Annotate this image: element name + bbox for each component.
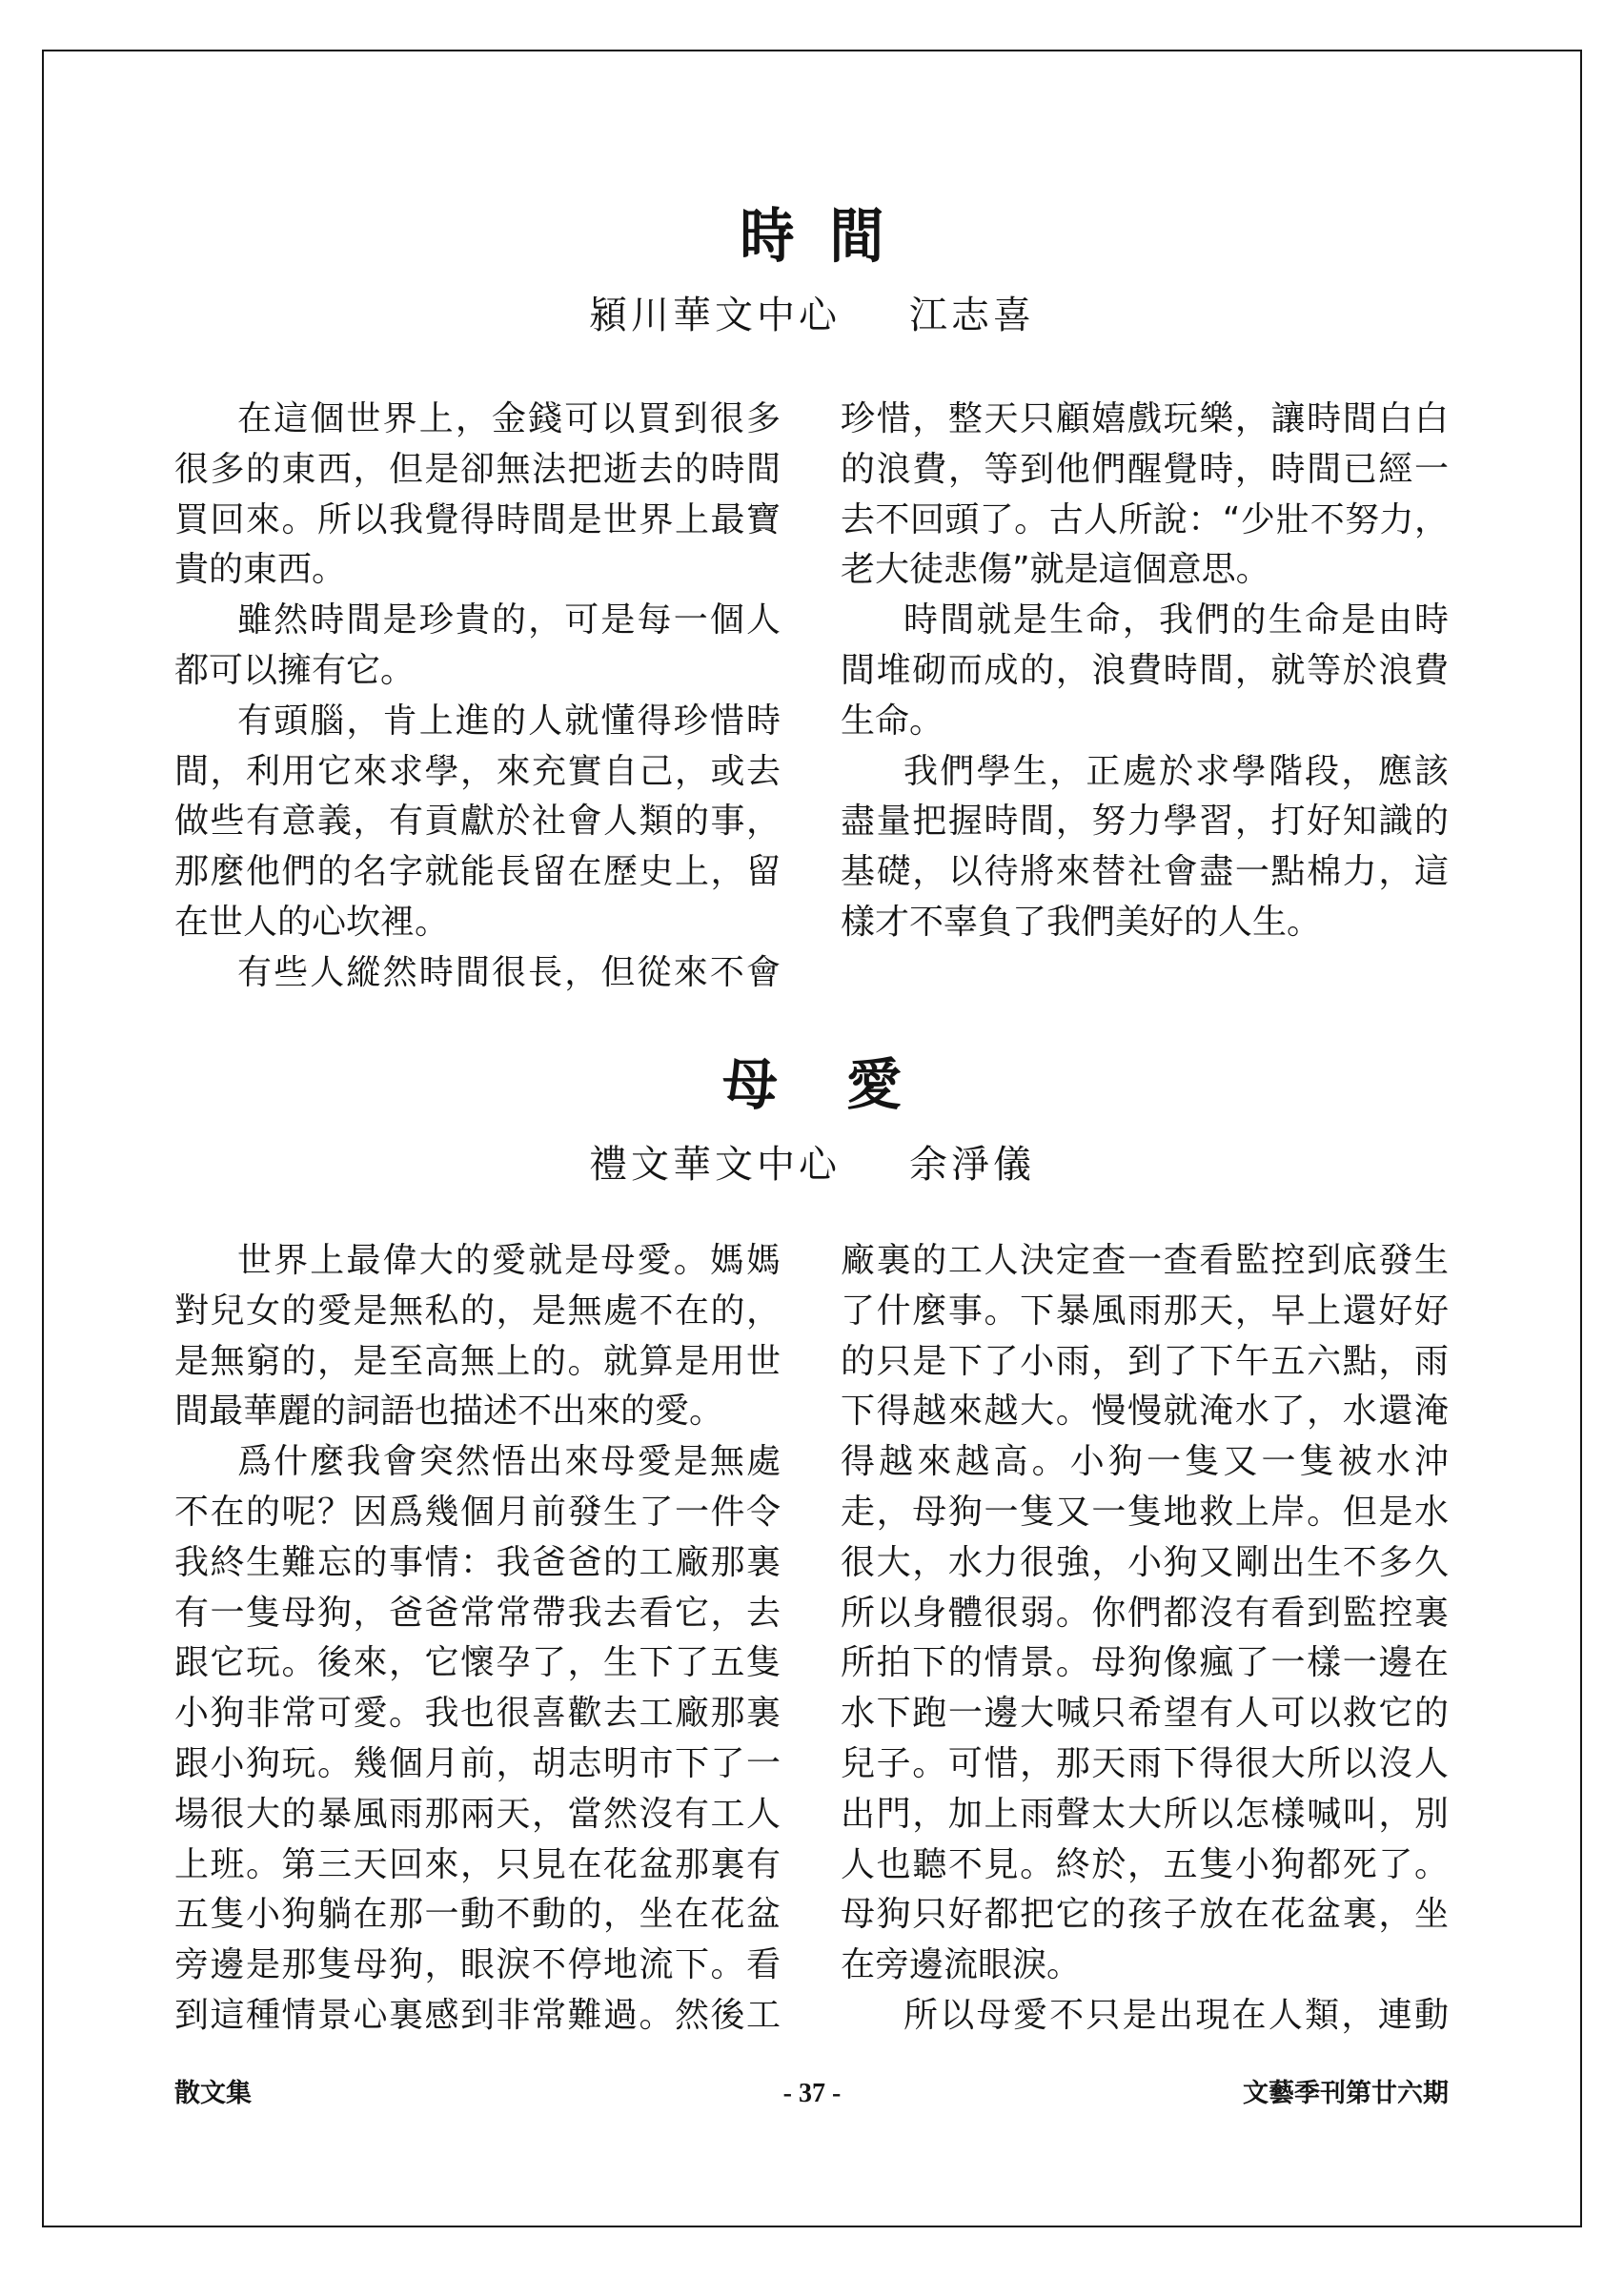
text-line: 對兒女的愛是無私的，是無處不在的，: [174, 1291, 781, 1331]
text-line: 不在的呢？因爲幾個月前發生了一件令: [174, 1492, 781, 1532]
text-line: 在旁邊流眼淚。: [841, 1945, 1082, 1985]
paragraph: [174, 1437, 781, 2042]
article-1-author-name: 江志喜: [909, 294, 1035, 337]
article-1-right-column: [841, 395, 1449, 948]
text-line: 時間就是生命，我們的生命是由時: [903, 600, 1449, 640]
text-line: 水下跑一邊大喊只希望有人可以救它的: [841, 1694, 1449, 1734]
text-line: 場很大的暴風雨那兩天，當然沒有工人: [174, 1794, 781, 1834]
article-2-author-org: 禮文華文中心: [589, 1143, 841, 1187]
paragraph: [841, 1236, 1449, 1991]
text-line: 生命。: [841, 701, 944, 741]
text-line: 很多的東西，但是卻無法把逝去的時間: [174, 449, 781, 489]
text-line: 我終生難忘的事情：我爸爸的工廠那裏: [174, 1542, 781, 1582]
text-line: 爲什麼我會突然悟出來母愛是無處: [237, 1442, 781, 1482]
paragraph: [174, 697, 781, 948]
text-line: 有頭腦，肯上進的人就懂得珍惜時: [237, 701, 781, 741]
article-1-left-column: [174, 395, 781, 999]
text-line: 去不回頭了。古人所說：“少壯不努力，: [841, 499, 1449, 539]
article-1-title: 時間: [740, 201, 920, 271]
article-2-title: 母愛: [721, 1052, 970, 1117]
text-line: 下得越來越大。慢慢就淹水了，水還淹: [841, 1392, 1449, 1432]
text-line: 珍惜，整天只顧嬉戲玩樂，讓時間白白: [841, 399, 1449, 438]
text-line: 出門，加上雨聲太大所以怎樣喊叫，別: [841, 1794, 1449, 1834]
text-line: 都可以擁有它。: [174, 650, 416, 690]
text-line: 走，母狗一隻又一隻地救上岸。但是水: [841, 1492, 1449, 1532]
text-line: 盡量把握時間，努力學習，打好知識的: [841, 802, 1449, 842]
text-line: 的浪費，等到他們醒覺時，時間已經一: [841, 449, 1449, 489]
article-2-byline: [0, 1141, 1624, 1189]
text-line: 小狗非常可愛。我也很喜歡去工廠那裏: [174, 1694, 781, 1734]
text-line: 老大徒悲傷”就是這個意思。: [841, 550, 1270, 590]
page-number: - 37 -: [782, 2079, 842, 2108]
article-2-left-column: [174, 1236, 781, 2042]
text-line: 基礎，以待將來替社會盡一點棉力，這: [841, 852, 1449, 892]
text-line: 有一隻母狗，爸爸常常帶我去看它，去: [174, 1593, 781, 1633]
text-line: 旁邊是那隻母狗，眼淚不停地流下。看: [174, 1945, 781, 1985]
text-line: 廠裏的工人決定查一查看監控到底發生: [841, 1241, 1449, 1280]
text-line: 人也聽不見。終於，五隻小狗都死了。: [841, 1844, 1449, 1884]
text-line: 間堆砌而成的，浪費時間，就等於浪費: [841, 650, 1449, 690]
text-line: 母狗只好都把它的孩子放在花盆裏，坐: [841, 1895, 1449, 1935]
text-line: 樣才不辜負了我們美好的人生。: [841, 902, 1322, 942]
paragraph: [841, 395, 1449, 596]
text-line: 了什麼事。下暴風雨那天，早上還好好: [841, 1291, 1449, 1331]
text-line: 跟小狗玩。幾個月前，胡志明市下了一: [174, 1743, 781, 1783]
text-line: 的只是下了小雨，到了下午五六點，雨: [841, 1341, 1449, 1381]
text-line: 在這個世界上，金錢可以買到很多: [237, 399, 781, 438]
text-line: 跟它玩。後來，它懷孕了，生下了五隻: [174, 1643, 781, 1683]
text-line: 所拍下的情景。母狗像瘋了一樣一邊在: [841, 1643, 1449, 1683]
paragraph: [841, 596, 1449, 746]
text-line: 所以身體很弱。你們都沒有看到監控裏: [841, 1593, 1449, 1633]
text-line: 那麼他們的名字就能長留在歷史上，留: [174, 852, 781, 892]
paragraph: [841, 1991, 1449, 2042]
text-line: 很大，水力很強，小狗又剛出生不多久: [841, 1542, 1449, 1582]
text-line: 我們學生，正處於求學階段，應該: [903, 751, 1449, 791]
paragraph: [841, 747, 1449, 948]
text-line: 雖然時間是珍貴的，可是每一個人: [237, 600, 781, 640]
article-1-byline: [0, 292, 1624, 339]
text-line: 有些人縱然時間很長，但從來不會: [237, 952, 781, 992]
text-line: 上班。第三天回來，只見在花盆那裏有: [174, 1844, 781, 1884]
text-line: 所以母愛不只是出現在人類，連動: [903, 1995, 1449, 2035]
article-1-author-org: 潁川華文中心: [589, 294, 841, 337]
text-line: 間最華麗的詞語也描述不出來的愛。: [174, 1392, 724, 1432]
text-line: 貴的東西。: [174, 550, 347, 590]
text-line: 得越來越高。小狗一隻又一隻被水沖: [841, 1442, 1449, 1482]
text-line: 五隻小狗躺在那一動不動的，坐在花盆: [174, 1895, 781, 1935]
footer-section-name: 散文集: [174, 2079, 252, 2108]
footer-publication-issue: 文藝季刊第廿六期: [1243, 2079, 1449, 2108]
text-line: 間，利用它來求學，來充實自己，或去: [174, 751, 781, 791]
paragraph: [174, 395, 781, 596]
paragraph: [174, 596, 781, 697]
text-line: 兒子。可惜，那天雨下得很大所以沒人: [841, 1743, 1449, 1783]
paragraph: [174, 1236, 781, 1437]
article-2-right-column: [841, 1236, 1449, 2042]
text-line: 世界上最偉大的愛就是母愛。媽媽: [237, 1241, 781, 1280]
article-2-author-name: 余淨儀: [909, 1143, 1035, 1187]
paragraph: [174, 948, 781, 999]
text-line: 買回來。所以我覺得時間是世界上最寶: [174, 499, 781, 539]
text-line: 到這種情景心裏感到非常難過。然後工: [174, 1995, 781, 2035]
text-line: 在世人的心坎裡。: [174, 902, 450, 942]
text-line: 是無窮的，是至高無上的。就算是用世: [174, 1341, 781, 1381]
text-line: 做些有意義，有貢獻於社會人類的事，: [174, 802, 781, 842]
